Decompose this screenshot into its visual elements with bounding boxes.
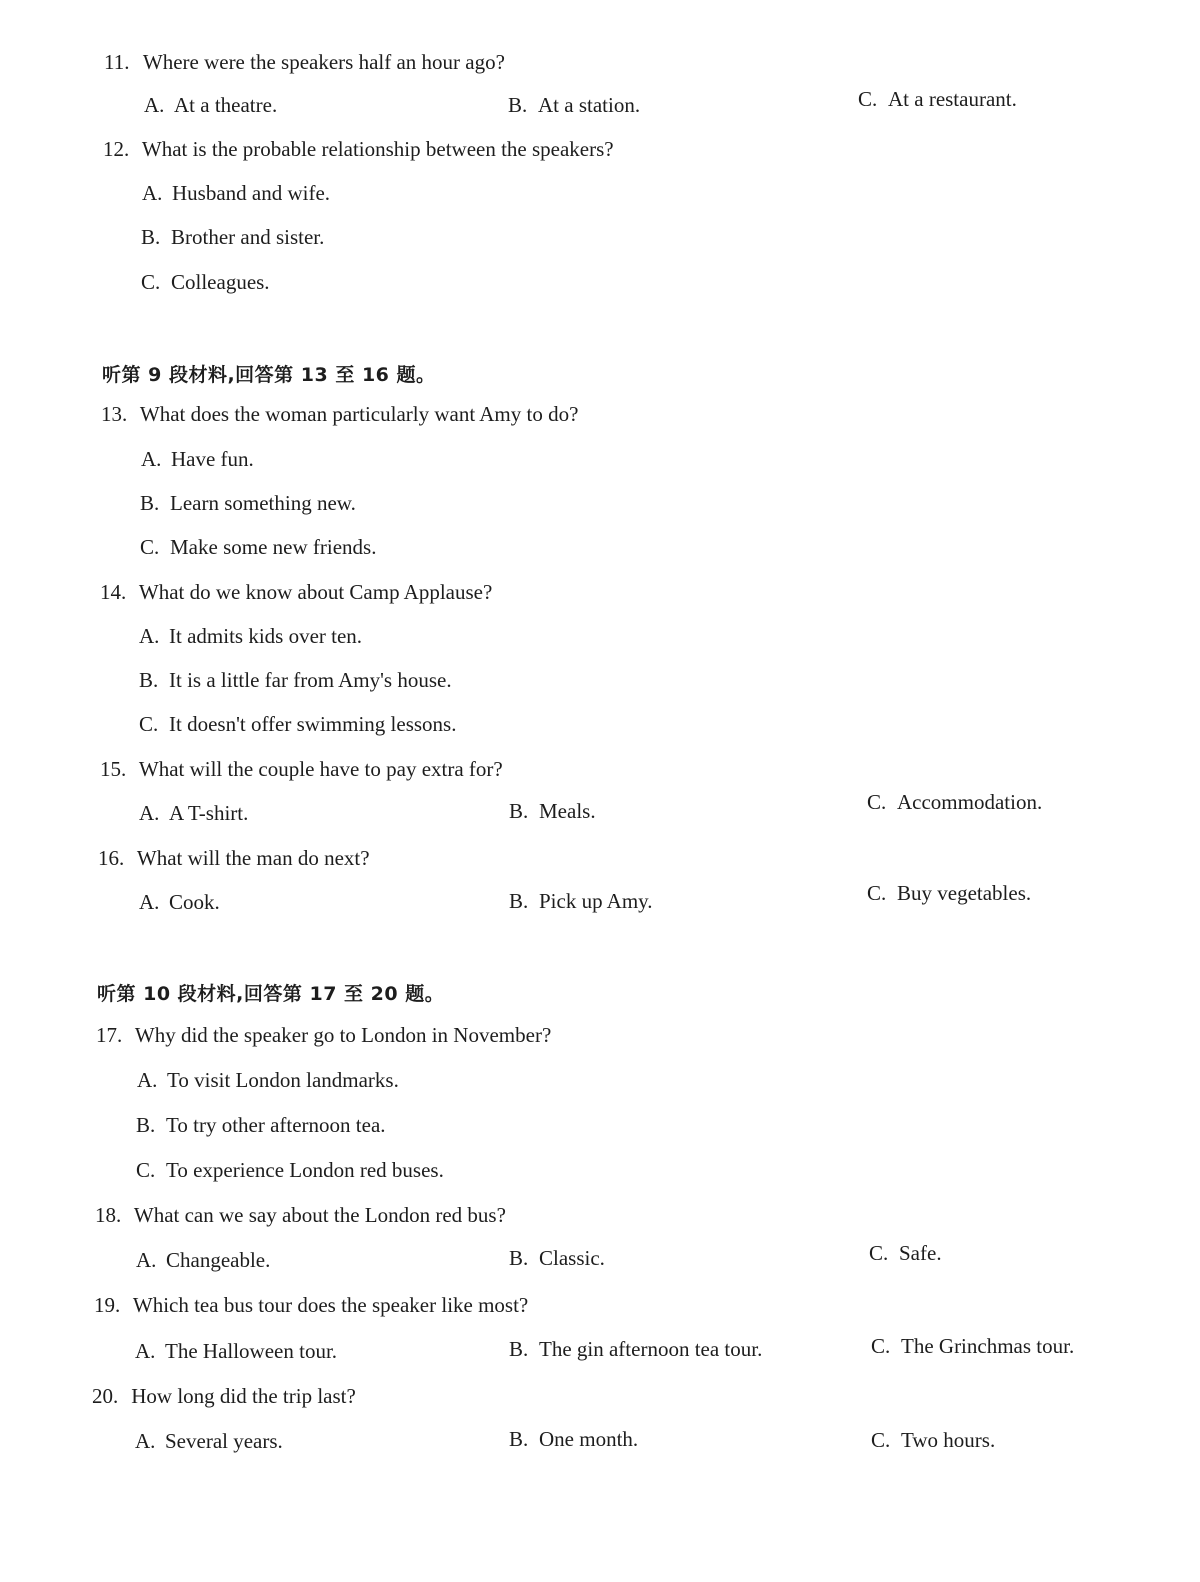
question-16 xyxy=(98,846,370,871)
option-17a xyxy=(137,1068,399,1093)
option-text: Changeable. xyxy=(166,1248,271,1272)
option-text: To visit London landmarks. xyxy=(167,1068,399,1092)
option-13a xyxy=(141,447,254,472)
option-text: The gin afternoon tea tour. xyxy=(539,1337,763,1361)
option-15a xyxy=(139,801,248,826)
option-text: Colleagues. xyxy=(171,270,270,294)
option-text: It admits kids over ten. xyxy=(169,624,363,648)
option-letter: C. xyxy=(858,87,878,111)
option-letter: A. xyxy=(135,1429,156,1453)
option-text: Brother and sister. xyxy=(171,225,325,249)
option-letter: B. xyxy=(509,889,529,913)
option-19c xyxy=(871,1334,1074,1359)
option-text: Two hours. xyxy=(901,1428,996,1452)
question-number: 11. xyxy=(104,50,130,74)
option-letter: C. xyxy=(140,535,160,559)
option-letter: C. xyxy=(871,1334,891,1358)
option-letter: A. xyxy=(139,801,160,825)
question-text: How long did the trip last? xyxy=(131,1384,356,1408)
question-15 xyxy=(100,757,503,782)
option-15c xyxy=(867,790,1042,815)
option-19a xyxy=(135,1339,337,1364)
option-20b xyxy=(509,1427,638,1452)
option-text: Cook. xyxy=(169,890,220,914)
option-18b xyxy=(509,1246,605,1271)
question-11 xyxy=(104,50,505,75)
option-text: Several years. xyxy=(165,1429,283,1453)
question-number: 13. xyxy=(101,402,128,426)
question-text: What does the woman particularly want Amy to do? xyxy=(139,402,579,426)
question-number: 16. xyxy=(98,846,125,870)
option-12b xyxy=(141,225,324,250)
option-text: At a restaurant. xyxy=(888,87,1017,111)
question-18 xyxy=(95,1203,506,1228)
question-text: What will the man do next? xyxy=(136,846,370,870)
option-letter: B. xyxy=(136,1113,156,1137)
option-text: It is a little far from Amy's house. xyxy=(169,668,452,692)
option-letter: B. xyxy=(140,491,160,515)
option-letter: A. xyxy=(141,447,162,471)
option-19b xyxy=(509,1337,762,1362)
question-number: 14. xyxy=(100,580,127,604)
question-text: What is the probable relationship between the speakers? xyxy=(141,137,614,161)
option-11a xyxy=(144,93,277,118)
option-letter: B. xyxy=(509,1427,529,1451)
option-text: Accommodation. xyxy=(897,790,1043,814)
option-text: At a theatre. xyxy=(174,93,278,117)
question-text: Where were the speakers half an hour ago? xyxy=(142,50,505,74)
option-letter: C. xyxy=(136,1158,156,1182)
option-letter: A. xyxy=(144,93,165,117)
option-letter: A. xyxy=(135,1339,156,1363)
option-text: Classic. xyxy=(539,1246,605,1270)
option-18a xyxy=(136,1248,270,1273)
option-18c xyxy=(869,1241,942,1266)
option-20c xyxy=(871,1428,995,1453)
question-text: What will the couple have to pay extra for? xyxy=(138,757,503,781)
option-letter: B. xyxy=(509,799,529,823)
option-text: Make some new friends. xyxy=(170,535,377,559)
question-number: 18. xyxy=(95,1203,122,1227)
question-20 xyxy=(92,1384,356,1409)
option-text: The Halloween tour. xyxy=(165,1339,338,1363)
question-12 xyxy=(103,137,614,162)
option-17b xyxy=(136,1113,386,1138)
option-letter: A. xyxy=(142,181,163,205)
option-letter: B. xyxy=(508,93,528,117)
question-number: 20. xyxy=(92,1384,119,1408)
option-text: Have fun. xyxy=(171,447,254,471)
option-letter: C. xyxy=(139,712,159,736)
option-letter: C. xyxy=(141,270,161,294)
option-text: Pick up Amy. xyxy=(539,889,653,913)
option-letter: B. xyxy=(509,1337,529,1361)
option-13b xyxy=(140,491,356,516)
option-11b xyxy=(508,93,640,118)
option-14c xyxy=(139,712,456,737)
section-heading-10: 听第 10 段材料,回答第 17 至 20 题。 xyxy=(97,983,445,1005)
question-14 xyxy=(100,580,492,605)
option-letter: A. xyxy=(139,624,160,648)
option-letter: B. xyxy=(509,1246,529,1270)
option-11c xyxy=(858,87,1017,112)
question-number: 17. xyxy=(96,1023,123,1047)
option-text: A T-shirt. xyxy=(169,801,249,825)
question-13 xyxy=(101,402,578,427)
option-text: Husband and wife. xyxy=(172,181,331,205)
option-letter: C. xyxy=(867,790,887,814)
option-text: Meals. xyxy=(539,799,596,823)
option-text: Learn something new. xyxy=(170,491,356,515)
option-15b xyxy=(509,799,596,824)
question-text: What do we know about Camp Applause? xyxy=(138,580,493,604)
option-13c xyxy=(140,535,376,560)
option-letter: A. xyxy=(137,1068,158,1092)
option-letter: C. xyxy=(869,1241,889,1265)
option-text: To try other afternoon tea. xyxy=(166,1113,386,1137)
section-heading-9: 听第 9 段材料,回答第 13 至 16 题。 xyxy=(102,364,436,386)
option-text: The Grinchmas tour. xyxy=(901,1334,1075,1358)
question-19 xyxy=(94,1293,528,1318)
option-16a xyxy=(139,890,220,915)
option-text: At a station. xyxy=(538,93,641,117)
question-text: Why did the speaker go to London in November? xyxy=(134,1023,552,1047)
option-12c xyxy=(141,270,270,295)
option-text: To experience London red buses. xyxy=(166,1158,444,1182)
option-14a xyxy=(139,624,362,649)
option-17c xyxy=(136,1158,444,1183)
option-text: Buy vegetables. xyxy=(897,881,1032,905)
option-letter: C. xyxy=(867,881,887,905)
option-12a xyxy=(142,181,330,206)
option-letter: B. xyxy=(141,225,161,249)
option-text: One month. xyxy=(539,1427,639,1451)
option-14b xyxy=(139,668,452,693)
option-16c xyxy=(867,881,1031,906)
question-number: 15. xyxy=(100,757,127,781)
question-17 xyxy=(96,1023,551,1048)
option-text: It doesn't offer swimming lessons. xyxy=(169,712,457,736)
option-letter: A. xyxy=(136,1248,157,1272)
question-text: Which tea bus tour does the speaker like most? xyxy=(132,1293,529,1317)
option-text: Safe. xyxy=(899,1241,942,1265)
question-number: 19. xyxy=(94,1293,121,1317)
question-text: What can we say about the London red bus? xyxy=(133,1203,506,1227)
option-20a xyxy=(135,1429,283,1454)
option-letter: B. xyxy=(139,668,159,692)
option-letter: C. xyxy=(871,1428,891,1452)
option-letter: A. xyxy=(139,890,160,914)
question-number: 12. xyxy=(103,137,130,161)
option-16b xyxy=(509,889,653,914)
